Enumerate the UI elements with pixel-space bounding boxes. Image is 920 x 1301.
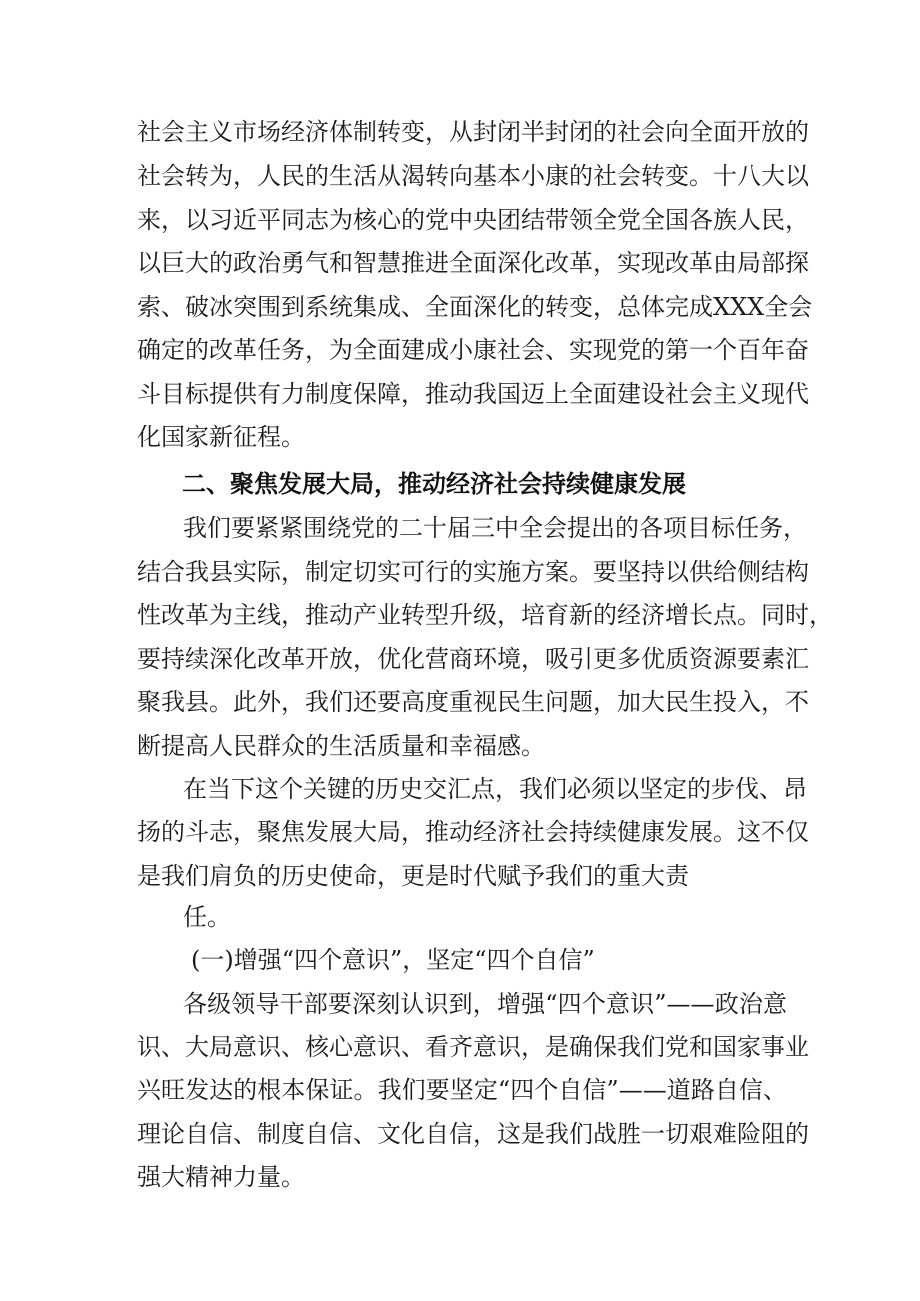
- paragraph-2-line: 断提高人民群众的生活质量和幸福感。: [137, 732, 545, 760]
- paragraph-4-line: 强大精神力量。: [137, 1163, 305, 1191]
- subsection-heading: (一)增强“四个意识”，坚定“四个自信”: [191, 946, 595, 974]
- paragraph-1-line: 斗目标提供有力制度保障，推动我国迈上全面建设社会主义现代: [137, 380, 809, 408]
- paragraph-1-line: 以巨大的政治勇气和智慧推进全面深化改革，实现改革由局部探: [137, 249, 809, 277]
- paragraph-3-line: 在当下这个关键的历史交汇点，我们必须以坚定的步伐、昂: [183, 775, 807, 803]
- paragraph-4-line: 理论自信、制度自信、文化自信，这是我们战胜一切艰难险阻的: [137, 1120, 809, 1148]
- paragraph-2-line: 结合我县实际，制定切实可行的实施方案。要坚持以供给侧结构: [137, 558, 809, 586]
- paragraph-1-line: 索、破冰突围到系统集成、全面深化的转变，总体完成XXX全会: [137, 293, 813, 321]
- paragraph-2-line: 聚我县。此外，我们还要高度重视民生问题，加大民生投入，不: [137, 688, 809, 716]
- paragraph-1-line: 来，以习近平同志为核心的党中央团结带领全党全国各族人民，: [137, 206, 809, 234]
- paragraph-3-line: 任。: [183, 903, 231, 931]
- paragraph-4-line: 各级领导干部要深刻认识到，增强“四个意识”——政治意: [183, 990, 787, 1018]
- paragraph-1-line: 社会转为，人民的生活从渴转向基本小康的社会转变。十八大以: [137, 162, 809, 190]
- paragraph-4-line: 兴旺发达的根本保证。我们要坚定“四个自信”——道路自信、: [137, 1076, 787, 1104]
- paragraph-3-line: 是我们肩负的历史使命，更是时代赋予我们的重大责: [137, 862, 689, 890]
- paragraph-3-line: 扬的斗志，聚焦发展大局，推动经济社会持续健康发展。这不仅: [137, 818, 809, 846]
- paragraph-2-line: 我们要紧紧围绕党的二十届三中全会提出的各项目标任务，: [183, 514, 807, 542]
- paragraph-1-line: 化国家新征程。: [137, 423, 305, 451]
- paragraph-1-line: 确定的改革任务，为全面建成小康社会、实现党的第一个百年奋: [137, 336, 809, 364]
- section-heading: 二、聚焦发展大局，推动经济社会持续健康发展: [182, 470, 686, 498]
- paragraph-2-line: 性改革为主线，推动产业转型升级，培育新的经济增长点。同时，: [137, 601, 833, 629]
- paragraph-4-line: 识、大局意识、核心意识、看齐意识，是确保我们党和国家事业: [137, 1033, 809, 1061]
- paragraph-1-line: 社会主义市场经济体制转变，从封闭半封闭的社会向全面开放的: [137, 118, 809, 146]
- paragraph-2-line: 要持续深化改革开放，优化营商环境，吸引更多优质资源要素汇: [137, 645, 809, 673]
